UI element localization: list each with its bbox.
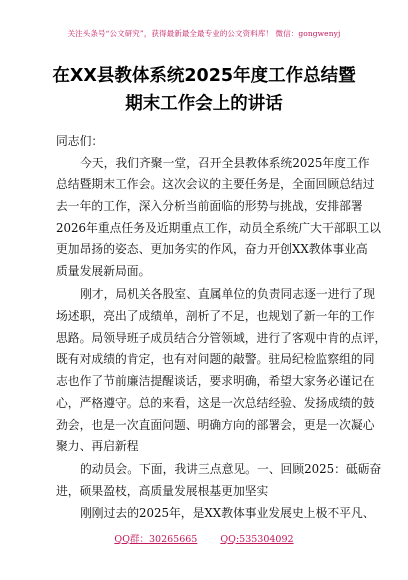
- body-line: 进，硕果盈枝，高质量发展根基更加坚实: [56, 484, 269, 498]
- body-line: 总结暨期末工作会。这次会议的主要任务是，全面回顾总结过: [56, 177, 375, 191]
- body-line: 思路。局领导班子成员结合分管领域，进行了客观中肯的点评，: [56, 331, 387, 345]
- body-line: 既有对成绩的肯定，也有对问题的敲警。驻局纪检监察组的同: [56, 352, 375, 366]
- bottom-contact: [0, 531, 408, 545]
- body-line: 刚刚过去的2025年，是XX教体事业发展史上极不平凡、: [80, 506, 375, 520]
- body-line: 质量发展新局面。: [56, 264, 151, 278]
- top-banner: 关注头条号“公文研究”，获得最新最全最专业的公文资料库！ 微信：gongwenyj: [67, 29, 341, 38]
- body-line: 刚才，局机关各股室、直属单位的负责同志逐一进行了现: [80, 287, 375, 301]
- document-title-line-2: 期末工作会上的讲话: [125, 94, 283, 114]
- salutation: 同志们：: [56, 134, 104, 148]
- body-line: 今天，我们齐聚一堂，召开全县教体系统2025年度工作: [80, 156, 370, 170]
- body-line: 心，严格遵守。总的来看，这是一次总结经验、发扬成绩的鼓: [56, 396, 375, 410]
- body-line: 2026年重点任务及近期重点工作，动员全系统广大干部职工以: [56, 221, 381, 235]
- body-line: 场述职，亮出了成绩单，剖析了不足，也规划了新一年的工作: [56, 309, 375, 323]
- body-line: 聚力、再启新程: [56, 439, 139, 453]
- body-line: 去一年的工作，深入分析当前面临的形势与挑战，安排部署: [56, 199, 363, 213]
- body-line: 志也作了节前廉洁提醒谈话，要求明确，希望大家务必谨记在: [56, 374, 375, 388]
- body-line: 劲会，也是一次直面问题、明确方向的部署会，更是一次凝心: [56, 418, 375, 432]
- qq-link[interactable]: QQ:535304092: [220, 534, 294, 545]
- body-line: 更加昂扬的姿态、更加务实的作风，奋力开创XX教体事业高: [56, 242, 368, 256]
- body-line: 的动员会。下面，我讲三点意见。一、回顾2025：砥砺奋: [80, 462, 382, 476]
- document-title-line-1: 在XX县教体系统2025年度工作总结暨: [52, 66, 356, 86]
- qq-group-link[interactable]: QQ群：30265665: [114, 534, 198, 545]
